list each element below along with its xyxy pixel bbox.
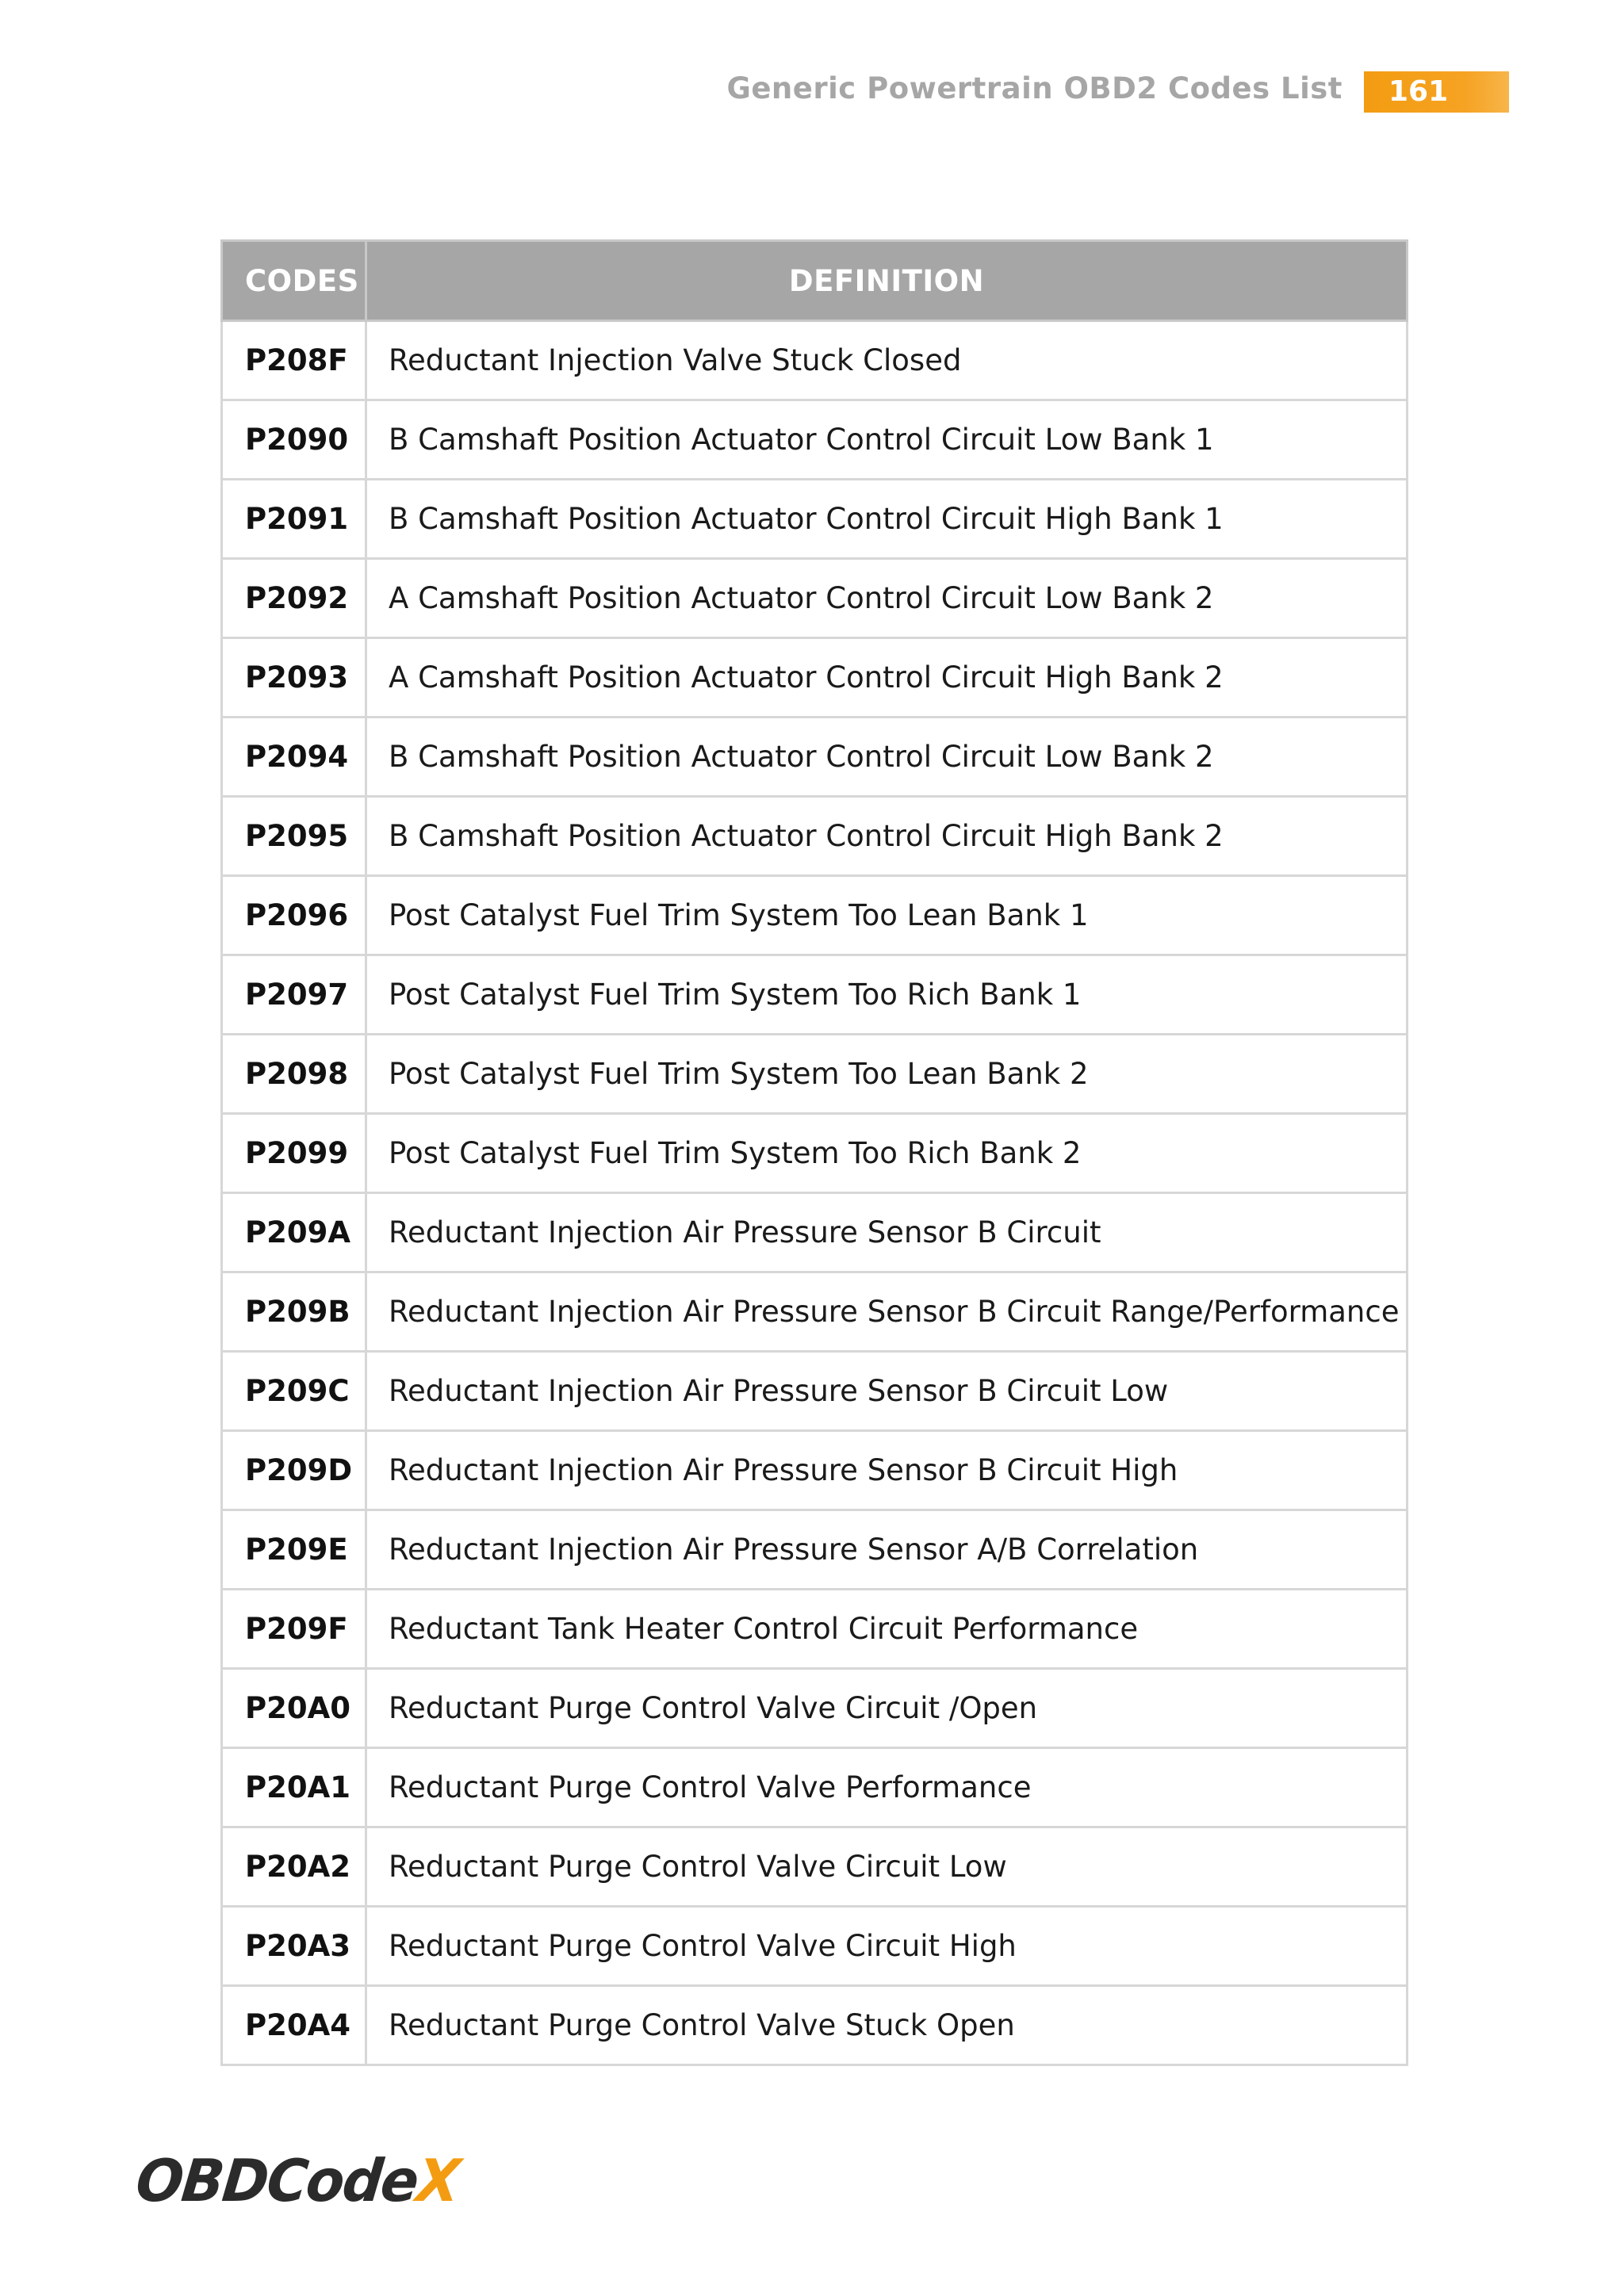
- code-cell: P2095: [222, 797, 366, 876]
- definition-cell: Reductant Injection Valve Stuck Closed: [366, 321, 1408, 400]
- table-row: [222, 1907, 1408, 1986]
- table-row: [222, 1352, 1408, 1431]
- table-row: [222, 718, 1408, 797]
- table-row: [222, 1669, 1408, 1748]
- table-row: [222, 638, 1408, 718]
- table-row: [222, 1986, 1408, 2065]
- code-cell: P20A1: [222, 1748, 366, 1827]
- definition-cell: Reductant Injection Air Pressure Sensor B Circuit Low: [366, 1352, 1408, 1431]
- logo-text: OBDCode: [132, 2146, 421, 2216]
- table-row: [222, 1590, 1408, 1669]
- column-header-definition: DEFINITION: [366, 241, 1408, 321]
- definition-cell: Reductant Purge Control Valve Circuit High: [366, 1907, 1408, 1986]
- table-row: [222, 1272, 1408, 1352]
- code-cell: P2094: [222, 718, 366, 797]
- table-row: [222, 559, 1408, 638]
- definition-cell: Reductant Tank Heater Control Circuit Performance: [366, 1590, 1408, 1669]
- column-header-codes: CODES: [222, 241, 366, 321]
- table-row: [222, 480, 1408, 559]
- table-row: [222, 1431, 1408, 1510]
- table-row: [222, 1193, 1408, 1272]
- code-cell: P2099: [222, 1114, 366, 1193]
- table-row: [222, 1114, 1408, 1193]
- code-cell: P209C: [222, 1352, 366, 1431]
- codes-table: [220, 239, 1408, 2066]
- definition-cell: Post Catalyst Fuel Trim System Too Rich Bank 2: [366, 1114, 1408, 1193]
- code-cell: P20A2: [222, 1827, 366, 1907]
- code-cell: P2096: [222, 876, 366, 955]
- code-cell: P209A: [222, 1193, 366, 1272]
- document-title: Generic Powertrain OBD2 Codes List: [726, 71, 1342, 105]
- definition-cell: Reductant Injection Air Pressure Sensor A/B Correlation: [366, 1510, 1408, 1590]
- definition-cell: Post Catalyst Fuel Trim System Too Lean Bank 2: [366, 1035, 1408, 1114]
- code-cell: P20A3: [222, 1907, 366, 1986]
- definition-cell: A Camshaft Position Actuator Control Circuit Low Bank 2: [366, 559, 1408, 638]
- table-row: [222, 955, 1408, 1035]
- definition-cell: B Camshaft Position Actuator Control Circuit High Bank 2: [366, 797, 1408, 876]
- code-cell: P2097: [222, 955, 366, 1035]
- code-cell: P2090: [222, 400, 366, 480]
- table-header-row: [222, 241, 1408, 321]
- definition-cell: Reductant Injection Air Pressure Sensor B Circuit High: [366, 1431, 1408, 1510]
- table-row: [222, 1827, 1408, 1907]
- table-row: [222, 400, 1408, 480]
- table-row: [222, 797, 1408, 876]
- code-cell: P208F: [222, 321, 366, 400]
- code-cell: P209D: [222, 1431, 366, 1510]
- definition-cell: Reductant Purge Control Valve Stuck Open: [366, 1986, 1408, 2065]
- code-cell: P2092: [222, 559, 366, 638]
- definition-cell: Post Catalyst Fuel Trim System Too Rich Bank 1: [366, 955, 1408, 1035]
- definition-cell: Reductant Purge Control Valve Circuit Low: [366, 1827, 1408, 1907]
- table-row: [222, 1035, 1408, 1114]
- definition-cell: Post Catalyst Fuel Trim System Too Lean Bank 1: [366, 876, 1408, 955]
- definition-cell: B Camshaft Position Actuator Control Circuit Low Bank 2: [366, 718, 1408, 797]
- code-cell: P209B: [222, 1272, 366, 1352]
- table-body: [222, 321, 1408, 2065]
- code-cell: P209E: [222, 1510, 366, 1590]
- code-cell: P20A0: [222, 1669, 366, 1748]
- table-row: [222, 1510, 1408, 1590]
- definition-cell: Reductant Purge Control Valve Performance: [366, 1748, 1408, 1827]
- table-row: [222, 1748, 1408, 1827]
- definition-cell: Reductant Purge Control Valve Circuit /Open: [366, 1669, 1408, 1748]
- page-number-badge: 161: [1364, 71, 1509, 113]
- code-cell: P20A4: [222, 1986, 366, 2065]
- logo-accent: X: [413, 2146, 462, 2216]
- obdcodex-logo: [132, 2146, 462, 2216]
- table-row: [222, 876, 1408, 955]
- code-cell: P2093: [222, 638, 366, 718]
- definition-cell: A Camshaft Position Actuator Control Circuit High Bank 2: [366, 638, 1408, 718]
- definition-cell: B Camshaft Position Actuator Control Circuit Low Bank 1: [366, 400, 1408, 480]
- code-cell: P2098: [222, 1035, 366, 1114]
- table-row: [222, 321, 1408, 400]
- code-cell: P2091: [222, 480, 366, 559]
- code-cell: P209F: [222, 1590, 366, 1669]
- definition-cell: Reductant Injection Air Pressure Sensor B Circuit: [366, 1193, 1408, 1272]
- definition-cell: Reductant Injection Air Pressure Sensor B Circuit Range/Performance: [366, 1272, 1408, 1352]
- definition-cell: B Camshaft Position Actuator Control Circuit High Bank 1: [366, 480, 1408, 559]
